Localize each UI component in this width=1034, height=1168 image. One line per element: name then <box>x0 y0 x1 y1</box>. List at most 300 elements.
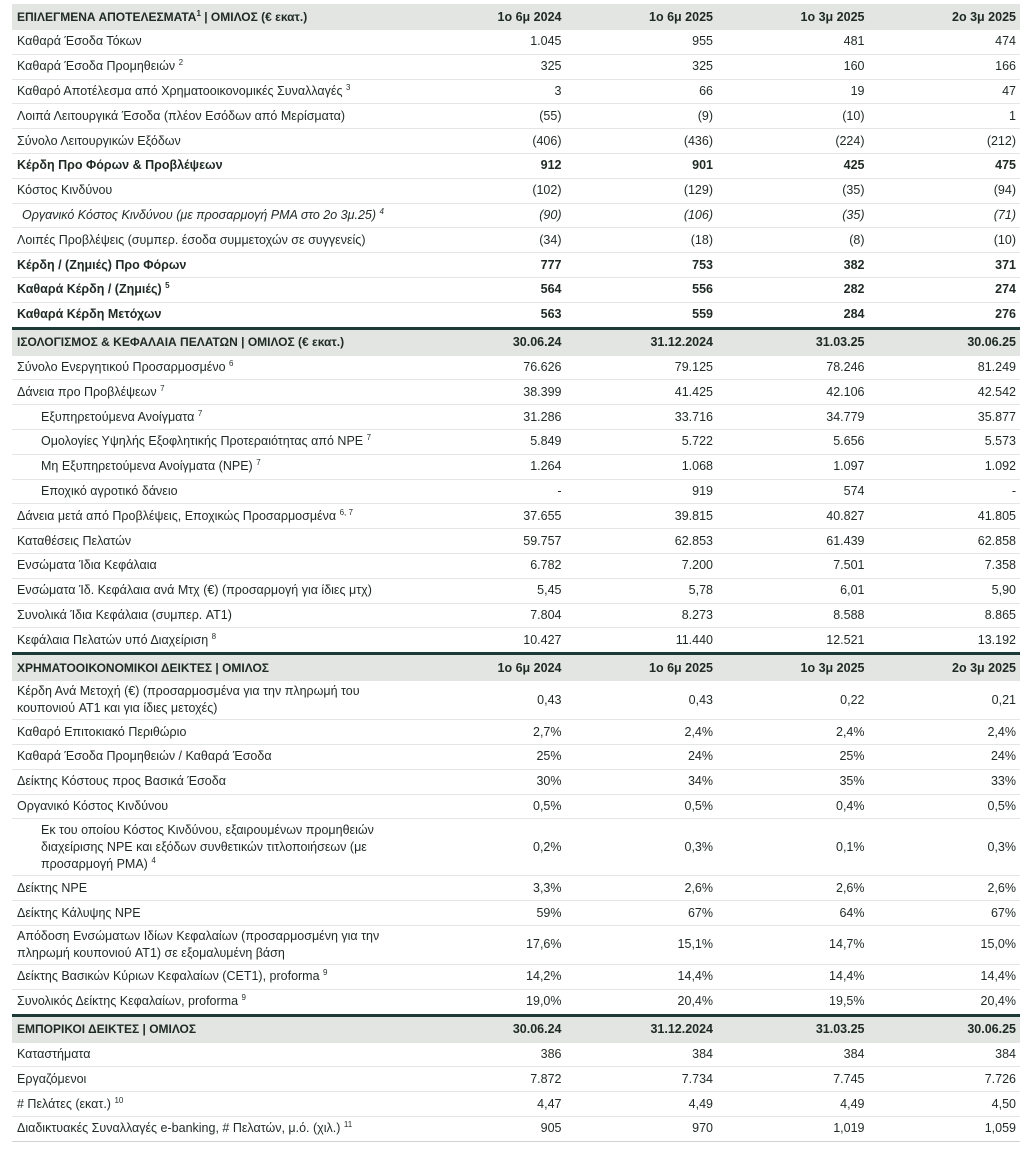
value-cell: 14,4% <box>717 964 869 989</box>
table-row <box>12 925 1020 964</box>
section-title-suffix: | ΟΜΙΛΟΣ (€ εκατ.) <box>200 9 308 24</box>
value-cell: 13.192 <box>869 628 1021 654</box>
value-cell: 274 <box>869 277 1021 302</box>
table-row <box>12 429 1020 454</box>
column-header: 1ο 6μ 2025 <box>566 4 718 30</box>
row-label <box>12 277 414 302</box>
section-title <box>12 654 414 682</box>
section-header-balance-sheet <box>12 328 1020 356</box>
value-cell: 5,90 <box>869 578 1021 603</box>
table-row <box>12 1067 1020 1092</box>
table-row <box>12 178 1020 203</box>
value-cell: 0,5% <box>414 794 566 819</box>
value-cell: 5.656 <box>717 429 869 454</box>
value-cell: 4,49 <box>717 1092 869 1117</box>
value-cell: (8) <box>717 228 869 253</box>
value-cell: 61.439 <box>717 529 869 554</box>
value-cell: 384 <box>869 1043 1021 1067</box>
table-row <box>12 553 1020 578</box>
row-label <box>12 989 414 1015</box>
table-row <box>12 79 1020 104</box>
value-cell: 0,3% <box>566 819 718 876</box>
value-cell: 5,45 <box>414 578 566 603</box>
value-cell: 64% <box>717 901 869 926</box>
value-cell: 81.249 <box>869 356 1021 380</box>
row-label <box>12 901 414 926</box>
row-label-text: Δείκτης NPE <box>17 880 88 895</box>
value-cell: 325 <box>414 54 566 79</box>
section-header-financial-ratios <box>12 654 1020 682</box>
value-cell: 3 <box>414 79 566 104</box>
value-cell: 777 <box>414 253 566 278</box>
value-cell: 5.573 <box>869 429 1021 454</box>
row-label-text: Καθαρό Επιτοκιακό Περιθώριο <box>17 724 187 739</box>
value-cell: 12.521 <box>717 628 869 654</box>
value-cell: - <box>869 479 1021 504</box>
row-label-text: Εποχικό αγροτικό δάνειο <box>41 484 178 498</box>
row-label <box>12 1116 414 1141</box>
value-cell: 2,4% <box>566 720 718 745</box>
value-cell: 39.815 <box>566 504 718 529</box>
row-label-text: Εργαζόμενοι <box>17 1071 87 1086</box>
value-cell: 160 <box>717 54 869 79</box>
value-cell: 34% <box>566 769 718 794</box>
financial-results-table <box>12 4 1020 1142</box>
value-cell: 0,2% <box>414 819 566 876</box>
table-row <box>12 1043 1020 1067</box>
value-cell: 481 <box>717 30 869 54</box>
table-row <box>12 30 1020 54</box>
column-header: 30.06.25 <box>869 1015 1021 1043</box>
row-label <box>12 253 414 278</box>
value-cell: 31.286 <box>414 405 566 430</box>
row-label <box>12 302 414 328</box>
section-title-text: ΧΡΗΜΑΤΟΟΙΚΟΝΟΜΙΚΟΙ ΔΕΙΚΤΕΣ | ΟΜΙΛΟΣ <box>17 661 269 676</box>
value-cell: 67% <box>869 901 1021 926</box>
value-cell: 37.655 <box>414 504 566 529</box>
row-label-text: Κεφάλαια Πελατών υπό Διαχείριση <box>17 632 209 647</box>
value-cell: 8.588 <box>717 603 869 628</box>
column-header: 31.12.2024 <box>566 328 718 356</box>
value-cell: 14,2% <box>414 964 566 989</box>
value-cell: (35) <box>717 203 869 228</box>
row-label <box>12 578 414 603</box>
value-cell: 2,4% <box>869 720 1021 745</box>
value-cell: 30% <box>414 769 566 794</box>
value-cell: 15,1% <box>566 925 718 964</box>
value-cell: 2,7% <box>414 720 566 745</box>
value-cell: 20,4% <box>566 989 718 1015</box>
column-header: 30.06.24 <box>414 1015 566 1043</box>
value-cell: 10.427 <box>414 628 566 654</box>
value-cell: 282 <box>717 277 869 302</box>
value-cell: 19,5% <box>717 989 869 1015</box>
table-row <box>12 454 1020 479</box>
table-row <box>12 603 1020 628</box>
value-cell: 7.745 <box>717 1067 869 1092</box>
row-label <box>12 769 414 794</box>
table-row <box>12 819 1020 876</box>
table-row <box>12 794 1020 819</box>
column-header: 1ο 3μ 2025 <box>717 654 869 682</box>
value-cell: 564 <box>414 277 566 302</box>
section-header-selected-results <box>12 4 1020 30</box>
value-cell: 3,3% <box>414 876 566 901</box>
row-label-text: Κέρδη Προ Φόρων & Προβλέψεων <box>17 158 223 173</box>
row-label-text: Καθαρά Έσοδα Προμηθειών <box>17 59 176 74</box>
row-label-text: Καταθέσεις Πελατών <box>17 533 132 548</box>
table-row <box>12 769 1020 794</box>
footnote-marker: 6, 7 <box>339 507 353 517</box>
value-cell: 1.264 <box>414 454 566 479</box>
row-label <box>12 504 414 529</box>
row-label <box>12 228 414 253</box>
value-cell: (406) <box>414 129 566 154</box>
value-cell: 1 <box>869 104 1021 129</box>
row-label-text: Δείκτης Κόστους προς Βασικά Έσοδα <box>17 774 226 789</box>
row-label-text: Ομολογίες Υψηλής Εξοφλητικής Προτεραιότητας από NPE <box>41 434 364 449</box>
column-header: 1ο 6μ 2025 <box>566 654 718 682</box>
row-label <box>12 964 414 989</box>
table-row <box>12 277 1020 302</box>
value-cell: 1.068 <box>566 454 718 479</box>
value-cell: 4,50 <box>869 1092 1021 1117</box>
table-row <box>12 104 1020 129</box>
value-cell: 24% <box>869 744 1021 769</box>
row-label-text: Ενσώματα Ίδ. Κεφάλαια ανά Μτχ (€) (προσαρμογή για ίδιες μτχ) <box>17 583 372 598</box>
row-label-text: Λοιπές Προβλέψεις (συμπερ. έσοδα συμμετοχών σε συγγενείς) <box>17 232 366 247</box>
row-label <box>12 454 414 479</box>
value-cell: 386 <box>414 1043 566 1067</box>
value-cell: 556 <box>566 277 718 302</box>
footnote-marker: 1 <box>196 8 201 18</box>
value-cell: (224) <box>717 129 869 154</box>
value-cell: 4,49 <box>566 1092 718 1117</box>
value-cell: 14,7% <box>717 925 869 964</box>
row-label <box>12 603 414 628</box>
value-cell: 33% <box>869 769 1021 794</box>
value-cell: 905 <box>414 1116 566 1141</box>
value-cell: 25% <box>717 744 869 769</box>
value-cell: - <box>414 479 566 504</box>
row-label-text: Εκ του οποίου Κόστος Κινδύνου, εξαιρουμένων προμηθειών διαχείρισης NPE και εξόδων συνθετικών τιτλοποιήσεων (με προσαρμογή PMA) <box>41 823 374 871</box>
value-cell: 8.865 <box>869 603 1021 628</box>
row-label <box>12 479 414 504</box>
value-cell: 40.827 <box>717 504 869 529</box>
value-cell: 2,6% <box>869 876 1021 901</box>
table-row <box>12 901 1020 926</box>
row-label <box>12 429 414 454</box>
table-row <box>12 380 1020 405</box>
value-cell: 1,059 <box>869 1116 1021 1141</box>
value-cell: 20,4% <box>869 989 1021 1015</box>
value-cell: 475 <box>869 153 1021 178</box>
row-label <box>12 794 414 819</box>
value-cell: 25% <box>414 744 566 769</box>
row-label-text: Καθαρό Αποτέλεσμα από Χρηματοοικονομικές Συναλλαγές <box>17 84 343 99</box>
value-cell: 1,019 <box>717 1116 869 1141</box>
footnote-marker: 4 <box>379 206 384 216</box>
row-label-text: Καθαρά Κέρδη Μετόχων <box>17 307 162 322</box>
footnote-marker: 7 <box>366 433 372 443</box>
value-cell: 62.858 <box>869 529 1021 554</box>
value-cell: 42.542 <box>869 380 1021 405</box>
column-header: 31.12.2024 <box>566 1015 718 1043</box>
section-title <box>12 1015 414 1043</box>
value-cell: 66 <box>566 79 718 104</box>
row-label <box>12 681 414 720</box>
row-label <box>12 30 414 54</box>
row-label-text: Δάνεια μετά από Προβλέψεις, Εποχικώς Προσαρμοσμένα <box>17 508 337 523</box>
section-title <box>12 328 414 356</box>
footnote-marker: 8 <box>211 631 217 641</box>
value-cell: (18) <box>566 228 718 253</box>
value-cell: 41.425 <box>566 380 718 405</box>
value-cell: 574 <box>717 479 869 504</box>
value-cell: (34) <box>414 228 566 253</box>
section-title-text: ΕΠΙΛΕΓΜΕΝΑ ΑΠΟΤΕΛΕΣΜΑΤΑ <box>17 9 197 24</box>
value-cell: (10) <box>717 104 869 129</box>
section-title-text: ΕΜΠΟΡΙΚΟΙ ΔΕΙΚΤΕΣ | ΟΜΙΛΟΣ <box>17 1022 197 1037</box>
footnote-marker: 7 <box>160 383 165 393</box>
column-header: 2ο 3μ 2025 <box>869 654 1021 682</box>
row-label <box>12 720 414 745</box>
value-cell: 0,22 <box>717 681 869 720</box>
value-cell: 7.501 <box>717 553 869 578</box>
value-cell: 8.273 <box>566 603 718 628</box>
footnote-marker: 2 <box>178 58 184 68</box>
row-label <box>12 79 414 104</box>
row-label <box>12 744 414 769</box>
table-row <box>12 228 1020 253</box>
value-cell: 7.734 <box>566 1067 718 1092</box>
value-cell: 901 <box>566 153 718 178</box>
value-cell: 19 <box>717 79 869 104</box>
table-row <box>12 681 1020 720</box>
row-label-text: Συνολικός Δείκτης Κεφαλαίων, proforma <box>17 994 239 1009</box>
row-label <box>12 405 414 430</box>
value-cell: 0,21 <box>869 681 1021 720</box>
row-label <box>12 54 414 79</box>
value-cell: 753 <box>566 253 718 278</box>
footnote-marker: 4 <box>151 855 156 865</box>
row-label <box>12 380 414 405</box>
row-label <box>12 1043 414 1067</box>
value-cell: 7.200 <box>566 553 718 578</box>
row-label-text: Κόστος Κινδύνου <box>17 183 113 198</box>
value-cell: 6.782 <box>414 553 566 578</box>
table-row <box>12 302 1020 328</box>
value-cell: 67% <box>566 901 718 926</box>
footnote-marker: 3 <box>345 82 351 92</box>
value-cell: 0,5% <box>566 794 718 819</box>
value-cell: (35) <box>717 178 869 203</box>
value-cell: 1.092 <box>869 454 1021 479</box>
table-row <box>12 253 1020 278</box>
section-title-text: ΙΣΟΛΟΓΙΣΜΟΣ & ΚΕΦΑΛΑΙΑ ΠΕΛΑΤΩΝ | ΟΜΙΛΟΣ (€ εκατ.) <box>17 335 345 350</box>
value-cell: 79.125 <box>566 356 718 380</box>
row-label-text: Δείκτης Κάλυψης NPE <box>17 905 141 920</box>
footnote-marker: 10 <box>114 1095 124 1105</box>
table-row <box>12 504 1020 529</box>
value-cell: 425 <box>717 153 869 178</box>
table-row <box>12 479 1020 504</box>
table-row <box>12 1092 1020 1117</box>
value-cell: (9) <box>566 104 718 129</box>
value-cell: 7.358 <box>869 553 1021 578</box>
value-cell: 382 <box>717 253 869 278</box>
row-label-text: Συνολικά Ίδια Κεφάλαια (συμπερ. AT1) <box>17 607 232 622</box>
footnote-marker: 9 <box>323 968 328 978</box>
table-row <box>12 578 1020 603</box>
value-cell: 384 <box>717 1043 869 1067</box>
column-header: 31.03.25 <box>717 1015 869 1043</box>
value-cell: 78.246 <box>717 356 869 380</box>
value-cell: (436) <box>566 129 718 154</box>
value-cell: (106) <box>566 203 718 228</box>
row-label-text: Οργανικό Κόστος Κινδύνου (με προσαρμογή PMA στο 2ο 3μ.25) <box>22 208 377 223</box>
section-header-business-ratios <box>12 1015 1020 1043</box>
column-header: 1ο 6μ 2024 <box>414 654 566 682</box>
value-cell: (102) <box>414 178 566 203</box>
section-title <box>12 4 414 30</box>
row-label-text: Σύνολο Λειτουργικών Εξόδων <box>17 133 181 148</box>
value-cell: 970 <box>566 1116 718 1141</box>
table-row <box>12 628 1020 654</box>
value-cell: 14,4% <box>566 964 718 989</box>
table-row <box>12 1116 1020 1141</box>
value-cell: 325 <box>566 54 718 79</box>
value-cell: 276 <box>869 302 1021 328</box>
column-header: 31.03.25 <box>717 328 869 356</box>
value-cell: 59% <box>414 901 566 926</box>
row-label-text: Καθαρά Έσοδα Προμηθειών / Καθαρά Έσοδα <box>17 749 272 764</box>
footnote-marker: 6 <box>229 358 234 368</box>
value-cell: 4,47 <box>414 1092 566 1117</box>
value-cell: 7.804 <box>414 603 566 628</box>
value-cell: 912 <box>414 153 566 178</box>
value-cell: 284 <box>717 302 869 328</box>
footnote-marker: 9 <box>241 993 246 1002</box>
table-body <box>12 4 1020 1141</box>
footnote-marker: 7 <box>256 458 261 468</box>
row-label-text: Καθαρά Κέρδη / (Ζημιές) <box>17 282 162 297</box>
row-label-text: Μη Εξυπηρετούμενα Ανοίγματα (NPE) <box>41 459 253 474</box>
value-cell: 5.722 <box>566 429 718 454</box>
value-cell: 34.779 <box>717 405 869 430</box>
value-cell: 11.440 <box>566 628 718 654</box>
table-row <box>12 54 1020 79</box>
row-label <box>12 925 414 964</box>
value-cell: 0,43 <box>566 681 718 720</box>
value-cell: 7.872 <box>414 1067 566 1092</box>
value-cell: 1.045 <box>414 30 566 54</box>
value-cell: 76.626 <box>414 356 566 380</box>
value-cell: 0,1% <box>717 819 869 876</box>
value-cell: 0,43 <box>414 681 566 720</box>
value-cell: 166 <box>869 54 1021 79</box>
row-label-text: Κέρδη / (Ζημιές) Προ Φόρων <box>17 257 187 272</box>
value-cell: (212) <box>869 129 1021 154</box>
value-cell: 24% <box>566 744 718 769</box>
table-row <box>12 129 1020 154</box>
table-row <box>12 720 1020 745</box>
value-cell: 384 <box>566 1043 718 1067</box>
value-cell: 474 <box>869 30 1021 54</box>
row-label-text: # Πελάτες (εκατ.) <box>17 1096 111 1111</box>
value-cell: 6,01 <box>717 578 869 603</box>
value-cell: 559 <box>566 302 718 328</box>
value-cell: (129) <box>566 178 718 203</box>
value-cell: 1.097 <box>717 454 869 479</box>
value-cell: 7.726 <box>869 1067 1021 1092</box>
row-label-text: Δάνεια προ Προβλέψεων <box>17 384 157 399</box>
row-label <box>12 628 414 654</box>
value-cell: 2,6% <box>717 876 869 901</box>
table-row <box>12 529 1020 554</box>
row-label <box>12 153 414 178</box>
value-cell: (94) <box>869 178 1021 203</box>
value-cell: 0,3% <box>869 819 1021 876</box>
row-label-text: Λοιπά Λειτουργικά Έσοδα (πλέον Εσόδων από Μερίσματα) <box>17 108 346 123</box>
row-label-text: Καταστήματα <box>17 1046 91 1061</box>
value-cell: (55) <box>414 104 566 129</box>
value-cell: 919 <box>566 479 718 504</box>
value-cell: (71) <box>869 203 1021 228</box>
value-cell: (90) <box>414 203 566 228</box>
value-cell: 62.853 <box>566 529 718 554</box>
row-label <box>12 819 414 876</box>
value-cell: 19,0% <box>414 989 566 1015</box>
value-cell: 5.849 <box>414 429 566 454</box>
value-cell: 2,4% <box>717 720 869 745</box>
value-cell: 35.877 <box>869 405 1021 430</box>
column-header: 2ο 3μ 2025 <box>869 4 1021 30</box>
footnote-marker: 7 <box>197 408 203 418</box>
row-label-text: Δείκτης Βασικών Κύριων Κεφαλαίων (CET1), proforma <box>17 969 320 984</box>
value-cell: 41.805 <box>869 504 1021 529</box>
row-label <box>12 1092 414 1117</box>
value-cell: 955 <box>566 30 718 54</box>
footnote-marker: 5 <box>165 281 170 291</box>
row-label <box>12 876 414 901</box>
value-cell: 371 <box>869 253 1021 278</box>
row-label-text: Ενσώματα Ίδια Κεφάλαια <box>17 558 157 573</box>
row-label-text: Εξυπηρετούμενα Ανοίγματα <box>41 409 195 424</box>
table-row <box>12 203 1020 228</box>
value-cell: 38.399 <box>414 380 566 405</box>
row-label <box>12 203 414 228</box>
row-label-text: Διαδικτυακές Συναλλαγές e-banking, # Πελατών, μ.ό. (χιλ.) <box>17 1121 341 1136</box>
table-row <box>12 744 1020 769</box>
row-label-text: Οργανικό Κόστος Κινδύνου <box>17 798 169 813</box>
value-cell: 2,6% <box>566 876 718 901</box>
footnote-marker: 11 <box>343 1120 353 1130</box>
row-label <box>12 104 414 129</box>
table-row <box>12 405 1020 430</box>
column-header: 1ο 6μ 2024 <box>414 4 566 30</box>
row-label-text: Καθαρά Έσοδα Τόκων <box>17 34 142 49</box>
value-cell: 0,4% <box>717 794 869 819</box>
row-label <box>12 1067 414 1092</box>
row-label-text: Κέρδη Ανά Μετοχή (€) (προσαρμοσμένα για την πληρωμή του κουπονιού AT1 και για ίδιες μετοχές) <box>17 684 360 716</box>
value-cell: 42.106 <box>717 380 869 405</box>
value-cell: 33.716 <box>566 405 718 430</box>
column-header: 30.06.25 <box>869 328 1021 356</box>
table-row <box>12 964 1020 989</box>
value-cell: 17,6% <box>414 925 566 964</box>
value-cell: 563 <box>414 302 566 328</box>
